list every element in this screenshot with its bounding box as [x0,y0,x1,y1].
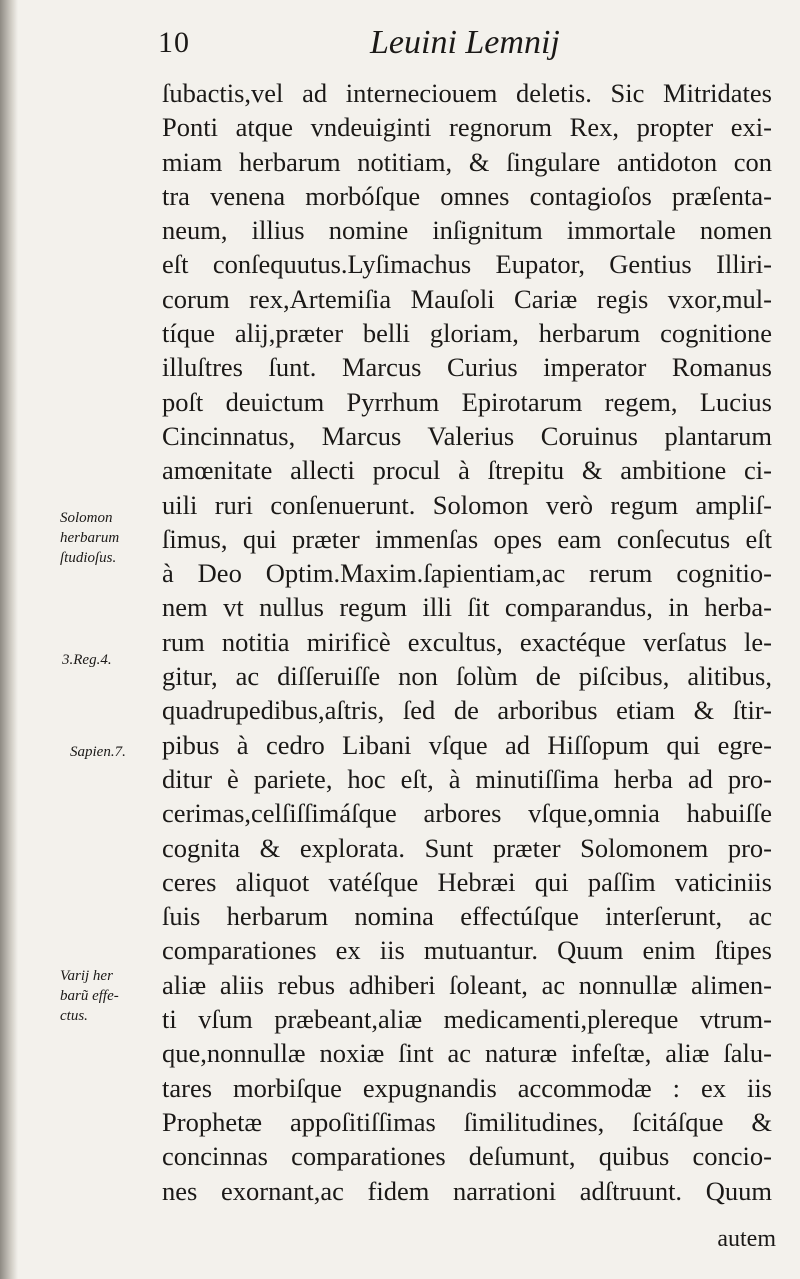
text-line: Prophetæ appoſitiſſimas ſimilitudines, ſcitáſque & [162,1106,772,1137]
text-line: illuſtres ſunt. Marcus Curius imperator Romanus [162,352,772,383]
text-line: corum rex,Artemiſia Mauſoli Cariæ regis vxor,mul- [162,283,772,314]
text-line: à Deo Optim.Maxim.ſapientiam,ac rerum cognitio- [162,558,772,589]
catchword: autem [717,1226,776,1252]
text-line: rum notitia mirificè excultus, exactéque verſatus le- [162,626,772,657]
text-line: ſuis herbarum nomina effectúſque interſerunt, ac [162,901,772,932]
margin-note-sapien: Sapien.7. [70,744,126,760]
page-header [150,18,770,68]
page-number: 10 [158,26,190,59]
text-line: poſt deuictum Pyrrhum Epirotarum regem, Lucius [162,386,772,417]
text-line: tra venena morbóſque omnes contagioſos præſenta- [162,180,772,211]
text-line: pibus à cedro Libani vſque ad Hiſſopum qui egre- [162,729,772,760]
text-line: ti vſum præbeant,aliæ medicamenti,plereque vtrum- [162,1004,772,1035]
text-line: concinnas comparationes deſumunt, quibus concio- [162,1141,772,1172]
body-text [162,76,772,1208]
text-line: que,nonnullæ noxiæ ſint ac naturæ infeſtæ, aliæ ſalu- [162,1038,772,1069]
margin-note-reg: 3.Reg.4. [62,652,112,668]
text-line: Cincinnatus, Marcus Valerius Coruinus plantarum [162,420,772,451]
running-head: Leuini Lemnij [370,24,560,61]
text-line: nes exornant,ac fidem narrationi adſtruunt. Quum [162,1175,772,1206]
text-line: neum, illius nomine inſignitum immortale nomen [162,215,772,246]
text-line: eſt conſequutus.Lyſimachus Eupator, Gentius Illiri- [162,249,772,280]
text-line: cerimas,celſiſſimáſque arbores vſque,omnia habuiſſe [162,798,772,829]
text-line: cognita & explorata. Sunt præter Solomonem pro- [162,832,772,863]
text-line: Ponti atque vndeuiginti regnorum Rex, propter exi- [162,112,772,143]
page-gutter-shadow [0,0,18,1279]
text-line: tares morbiſque expugnandis accommodæ : ex iis [162,1072,772,1103]
text-line: ſimus, qui præter immenſas opes eam conſecutus eſt [162,523,772,554]
text-line: uili ruri conſenuerunt. Solomon verò regum ampliſ- [162,489,772,520]
text-line: comparationes ex iis mutuantur. Quum enim ſtipes [162,935,772,966]
margin-note-solomon: Solomon herbarum ſtudioſus. [60,510,120,566]
margin-note-varii: Varij her barũ effe- ctus. [60,968,119,1024]
text-line: ſubactis,vel ad interneciouem deletis. Sic Mitridates [162,78,772,108]
text-line: quadrupedibus,aſtris, ſed de arboribus etiam & ſtir- [162,695,772,726]
text-line: miam herbarum notitiam, & ſingulare antidoton con [162,146,772,177]
text-line: ceres aliquot vatéſque Hebræi qui paſſim vaticiniis [162,866,772,897]
text-line: aliæ aliis rebus adhiberi ſoleant, ac nonnullæ alimen- [162,969,772,1000]
text-line: nem vt nullus regum illi ſit comparandus, in herba- [162,592,772,623]
text-line: amœnitate allecti procul à ſtrepitu & ambitione ci- [162,455,772,486]
text-line: ditur è pariete, hoc eſt, à minutiſſima herba ad pro- [162,763,772,794]
text-line: tíque alij,præter belli gloriam, herbarum cognitione [162,318,772,349]
text-line: gitur, ac diſſeruiſſe non ſolùm de piſcibus, alitibus, [162,661,772,692]
